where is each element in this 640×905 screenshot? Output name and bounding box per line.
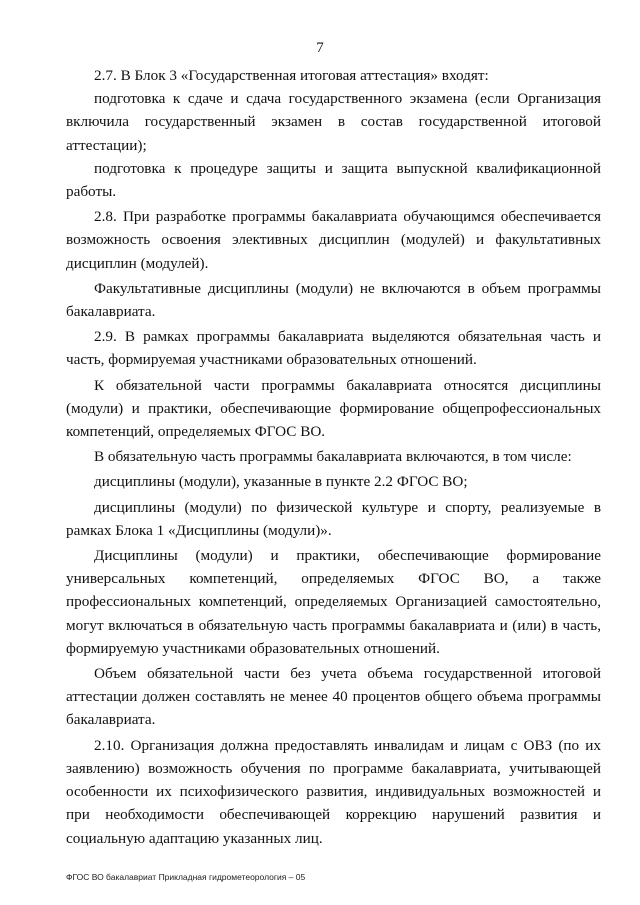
page-number: 7 <box>316 40 324 56</box>
paragraph-optional-disciplines: Факультативные дисциплины (модули) не включаются в объем программы бакалавриата. <box>66 279 601 321</box>
page-footer: ФГОС ВО бакалавриат Прикладная гидрометеорология – 05 <box>66 872 306 882</box>
paragraph-volume-40-percent: Объем обязательной части без учета объема государственной итоговой аттестации должен составлять не менее 40 процентов общего объема программы бакалавриата. <box>66 665 601 729</box>
paragraph-physical-culture: дисциплины (модули) по физической культуре и спорту, реализуемые в рамках Блока 1 «Дисциплины (модули)». <box>66 498 601 539</box>
paragraph-2-9: 2.9. В рамках программы бакалавриата выделяются обязательная часть и часть, формируемая участниками образовательных отношений. <box>66 328 601 369</box>
paragraph-2-8: 2.8. При разработке программы бакалавриата обучающимся обеспечивается возможность освоения элективных дисциплин (модулей) и факультативных дисциплин (модулей). <box>66 208 601 272</box>
paragraph-universal-competencies: Дисциплины (модули) и практики, обеспечивающие формирование универсальных компетенций, определяемых ФГОС ВО, а также профессиональных компетенций, определяемых Организацией самостоятельно, могут включаться в обязательную часть программы бакалавриата и (или) в часть, формируемую участниками образовательных отношений. <box>66 547 601 657</box>
paragraph-2-7: 2.7. В Блок 3 «Государственная итоговая аттестация» входят: <box>94 67 489 84</box>
document-body <box>66 64 601 850</box>
paragraph-thesis-defense: подготовка к процедуре защиты и защита выпускной квалификационной работы. <box>66 159 601 201</box>
paragraph-2-10: 2.10. Организация должна предоставлять инвалидам и лицам с ОВЗ (по их заявлению) возможность обучения по программе бакалавриата, учитывающей особенности их психофизического развития, индивидуальных возможностей и при необходимости обеспечивающей коррекцию нарушений развития и социальную адаптацию указанных лиц. <box>66 736 601 847</box>
paragraph-mandatory-includes: В обязательную часть программы бакалавриата включаются, в том числе: <box>94 448 572 466</box>
paragraph-mandatory-part: К обязательной части программы бакалавриата относятся дисциплины (модули) и практики, обеспечивающие формирование общепрофессиональных компетенций, определяемых ФГОС ВО. <box>66 376 601 441</box>
paragraph-disciplines-2-2: дисциплины (модули), указанные в пункте 2.2 ФГОС ВО; <box>94 473 468 491</box>
paragraph-exam-prep: подготовка к сдаче и сдача государственного экзамена (если Организация включила государственный экзамен в состав государственной итоговой аттестации); <box>66 90 601 154</box>
